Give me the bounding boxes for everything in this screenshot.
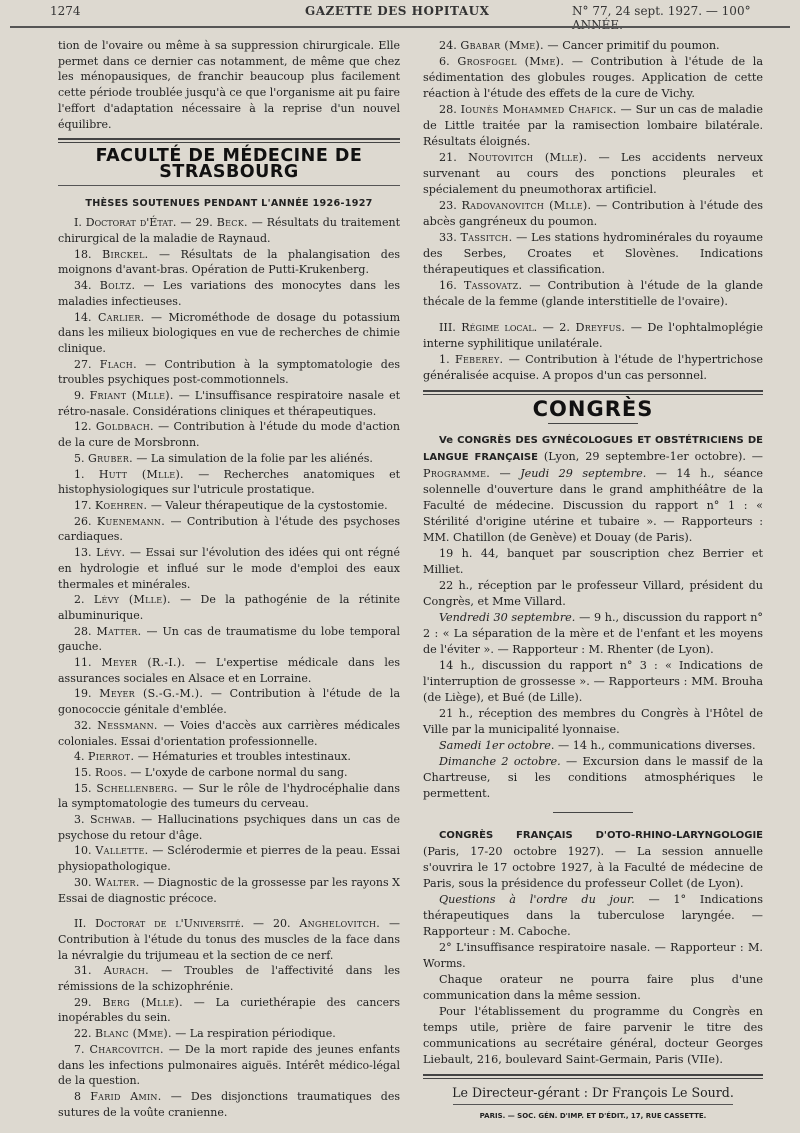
page-header — [0, 0, 800, 30]
thesis-entry: 2. Lévy (Mlle). — De la pathogénie de la rétinite albuminurique. — [58, 593, 400, 622]
author-name: Radovanovitch (Mlle). — [461, 199, 592, 212]
thesis-entry: 8 Farid Amin. — Des disjonctions traumatiques des sutures de la voûte cranienne. — [58, 1090, 400, 1119]
page-number: 1274 — [50, 4, 81, 18]
thesis-title: De la pathogénie de la rétinite albuminurique. — [58, 593, 400, 622]
regime-entry-2: 1. Feberey. — Contribution à l'étude de l'hypertrichose généralisée acquise. A propos d'un cas personnel. — [423, 353, 764, 382]
thesis-entry: 22. Blanc (Mme). — La respiration périodique. — [74, 1027, 336, 1041]
author-name: Lévy (Mlle). — [93, 593, 171, 607]
thesis-title: Contribution à l'étude de la glande thécale de la femme (glande interstitielle de l'ovaire). — [423, 279, 763, 308]
thesis-entry: 32. Nessmann. — Voies d'accès aux carrières médicales coloniales. Essai d'orientation professionnelle. — [58, 718, 400, 748]
thesis-title: La curiethérapie des cancers inopérables du sein. — [58, 995, 401, 1025]
thesis-title: Hématuries et troubles intestinaux. — [152, 750, 351, 764]
thesis-entry: 34. Boltz. — Les variations des monocytes dans les maladies infectieuses. — [58, 279, 400, 308]
thesis-title: Microméthode de dosage du potassium dans les milieux biologiques en vue de recherches de chimie clinique. — [58, 310, 401, 355]
thesis-entry: 24. Gbabar (Mme). — Cancer primitif du poumon. — [439, 39, 720, 52]
left-column — [58, 38, 400, 1120]
right-column — [423, 38, 763, 1124]
thesis-entry: 21. Noutovitch (Mlle). — Les accidents nerveux survenant au cours des ponctions pleurales et spécialement du pneumothorax artificiel. — [423, 151, 763, 196]
section-rule — [423, 390, 763, 395]
thesis-entry: 12. Goldbach. — Contribution à l'étude du mode d'action de la cure de Morsbronn. — [58, 420, 401, 450]
thesis-title: Les stations hydrominérales du royaume des Serbes, Croates et Slovènes. Indications thérapeutiques et classification. — [423, 231, 763, 276]
thesis-title: Troubles de l'affectivité dans les rémissions de la schizophrénie. — [58, 964, 401, 994]
doctorat-etat-label: I. Doctorat d'État. — [74, 216, 177, 230]
thesis-title: Contribution à l'étude des psychoses cardiaques. — [58, 514, 401, 544]
thesis-title: Les accidents nerveux survenant au cours des ponctions pleurales et spécialement du pneumothorax artificiel. — [423, 151, 763, 196]
thesis-entry: 28. Iounès Mohammed Chafick. — Sur un cas de maladie de Little traitée par la ramisection lombaire bilatérale. Résultats éloignés. — [423, 103, 764, 148]
author-name: Goldbach. — [95, 420, 154, 434]
thesis-entry: 29. Berg (Mlle). — La curiethérapie des cancers inopérables du sein. — [58, 995, 401, 1025]
thesis-title: Contribution à la symptomatologie des troubles psychiques post-commotionnels. — [58, 357, 401, 387]
congres2-paragraph: CONGRÈS FRANÇAIS D'OTO-RHINO-LARYNGOLOGIE (Paris, 17-20 octobre 1927). — La session annuelle s'ouvrira le 17 octobre 1927, à la Faculté de médecine de Paris, sous la présidence du professeur Collet (de Lyon). — [423, 830, 763, 890]
chaque-paragraph: Chaque orateur ne pourra faire plus d'une communication dans la même session. — [423, 973, 763, 1002]
header-rule — [10, 26, 790, 28]
author-name: Meyer (R.-I.). — [101, 656, 186, 670]
thesis-entry: 11. Meyer (R.-I.). — L'expertise médicale dans les assurances sociales en Alsace et en Lorraine. — [58, 656, 400, 685]
author-name: Grosfogel (Mme). — [457, 55, 565, 68]
short-rule — [553, 812, 633, 813]
author-name: Nessmann. — [97, 718, 158, 732]
author-name: Matter. — [96, 624, 142, 638]
author-name: Schellenberg. — [96, 781, 178, 795]
thesis-title: La respiration périodique. — [189, 1027, 336, 1041]
thesis-entry: 17. Koehren. — Valeur thérapeutique de la cystostomie. — [74, 498, 388, 512]
doctorat-univ-entry: II. Doctorat de l'Université. — 20. Anghelovitch. — Contribution à l'étude du tonus des muscles de la face dans la névralgie du trijumeau et la section de ce nerf. — [58, 917, 401, 962]
theses-list-a — [58, 247, 400, 907]
congres-title: CONGRÈS — [532, 397, 654, 421]
dimanche-paragraph: Dimanche 2 octobre. — Excursion dans le massif de la Chartreuse, si les conditions atmosphériques le permettent. — [423, 755, 763, 800]
thesis-title: Recherches anatomiques et histophysiologiques sur l'utricule prostatique. — [58, 467, 401, 497]
thesis-entry: 1. Hutt (Mlle). — Recherches anatomiques et histophysiologiques sur l'utricule prostatique. — [58, 467, 401, 497]
author-name: Koehren. — [95, 498, 148, 512]
faculty-title: FACULTÉ DE MÉDECINE DE STRASBOURG — [95, 146, 363, 182]
author-name: Birckel. — [102, 247, 149, 261]
thesis-entry: 15. Roos. — L'oxyde de carbone normal du sang. — [74, 765, 348, 779]
thesis-entry: 19. Meyer (S.-G.-M.). — Contribution à l'étude de la gonococcie génitale d'emblée. — [58, 687, 401, 717]
banquet-paragraph: 19 h. 44, banquet par souscription chez Berrier et Milliet. — [423, 547, 763, 576]
short-rule — [548, 423, 638, 424]
thesis-title: Des disjonctions traumatiques des sutures de la voûte cranienne. — [58, 1090, 400, 1119]
vendredi-paragraph: Vendredi 30 septembre. — 9 h., discussion du rapport n° 2 : « La séparation de la mère et de l'enfant et les moyens de l'éviter ». — Rapporteur : M. Rhenter (de Lyon). — [423, 611, 763, 656]
issue-info: N° 77, 24 sept. 1927. — 100° ANNÉE. — [572, 4, 751, 32]
author-name: Noutovitch (Mlle). — [468, 151, 588, 164]
thesis-entry: 4. Pierrot. — Hématuries et troubles intestinaux. — [74, 750, 351, 764]
thesis-entry: 14. Carlier. — Microméthode de dosage du potassium dans les milieux biologiques en vue de recherches de chimie clinique. — [58, 310, 401, 355]
theses-list-c — [423, 38, 763, 310]
footer — [423, 1085, 763, 1124]
thesis-entry: 18. Birckel. — Résultats de la phalangisation des moignons d'avant-bras. Opération de Putti-Krukenberg. — [58, 247, 400, 277]
thesis-title: Diagnostic de la grossesse par les rayons X Essai de diagnostic précoce. — [58, 875, 401, 905]
thesis-entry: 6. Grosfogel (Mme). — Contribution à l'étude de la sédimentation des globules rouges. Application de cette réaction à l'étude des effets de la cure de Vichy. — [423, 55, 763, 100]
thesis-entry: 10. Vallette. — Sclérodermie et pierres de la peau. Essai physiopathologique. — [58, 844, 401, 874]
thesis-title: Sur le rôle de l'hydrocéphalie dans la symptomatologie des tumeurs du cerveau. — [58, 781, 401, 811]
author-name: Gruber. — [88, 451, 133, 465]
hotel-ville-paragraph: 21 h., réception des membres du Congrès à l'Hôtel de Ville par la municipalité lyonnaise. — [423, 707, 763, 736]
thesis-entry: 3. Schwab. — Hallucinations psychiques dans un cas de psychose du retour d'âge. — [58, 813, 401, 842]
thesis-entry: 28. Matter. — Un cas de traumatisme du lobe temporal gauche. — [58, 624, 401, 654]
footer-rule — [423, 1074, 763, 1079]
imprimerie: PARIS. — SOC. GÉN. D'IMP. ET D'ÉDIT., 17, RUE CASSETTE. — [479, 1112, 707, 1120]
thesis-entry: 27. Flach. — Contribution à la symptomatologie des troubles psychiques post-commotionnels. — [58, 357, 401, 387]
author-name: Carlier. — [98, 310, 145, 324]
thesis-title: Hallucinations psychiques dans un cas de psychose du retour d'âge. — [58, 813, 401, 842]
thesis-entry: 13. Lévy. — Essai sur l'évolution des idées qui ont régné en hydrologie et influé sur le mode d'emploi des eaux thermales et minérales. — [58, 546, 400, 591]
congres1-title: Ve CONGRÈS DES GYNÉCOLOGUES ET OBSTÉTRICIENS DE LANGUE FRANÇAISE — [423, 435, 763, 463]
author-name: Hutt (Mlle). — [98, 467, 184, 481]
author-name: Blanc (Mme). — [95, 1027, 172, 1041]
author-name: Meyer (S.-G.-M.). — [99, 687, 204, 701]
thesis-title: La simulation de la folie par les aliénés. — [150, 451, 373, 465]
author-name: Flach. — [99, 357, 137, 371]
author-name: Kuenemann. — [96, 514, 166, 528]
divider — [58, 185, 400, 186]
questions-paragraph: Questions à l'ordre du jour. — 1° Indications thérapeutiques dans la tuberculose laryngée. — Rapporteur : M. Caboche. — [423, 893, 763, 938]
pour-paragraph: Pour l'établissement du programme du Congrès en temps utile, prière de faire parvenir le titre des communications au secrétaire général, docteur Georges Liebault, 216, boulevard Saint-Germain, Paris (VIIe). — [423, 1005, 763, 1066]
thesis-entry: 9. Friant (Mlle). — L'insuffisance respiratoire nasale et rétro-nasale. Considérations cliniques et thérapeutiques. — [58, 389, 401, 418]
thesis-title: Un cas de traumatisme du lobe temporal gauche. — [58, 624, 401, 654]
question2-paragraph: 2° L'insuffisance respiratoire nasale. — Rapporteur : M. Worms. — [423, 941, 763, 970]
thesis-title: L'oxyde de carbone normal du sang. — [144, 765, 348, 779]
thesis-title: Les variations des monocytes dans les maladies infectieuses. — [58, 279, 400, 308]
thesis-title: De la mort rapide des jeunes enfants dans les infections pulmonaires aiguës. Intérêt médico-légal de la question. — [58, 1042, 400, 1088]
thesis-title: Valeur thérapeutique de la cystostomie. — [165, 498, 388, 512]
theses-title: THÈSES SOUTENUES PENDANT L'ANNÉE 1926-1927 — [85, 197, 373, 209]
author-name: Roos. — [95, 765, 127, 779]
author-name: Charcovitch. — [89, 1042, 164, 1056]
thesis-entry: 7. Charcovitch. — De la mort rapide des jeunes enfants dans les infections pulmonaires aiguës. Intérêt médico-légal de la question. — [58, 1042, 400, 1088]
journal-title: GAZETTE DES HOPITAUX — [305, 4, 490, 18]
author-name: Vallette. — [95, 844, 149, 858]
thesis-title: Contribution à l'étude de la sédimentation des globules rouges. Application de cette réaction à l'étude des effets de la cure de Vichy. — [423, 55, 763, 100]
thesis-title: Voies d'accès aux carrières médicales coloniales. Essai d'orientation professionnelle. — [58, 718, 400, 748]
thesis-entry: 15. Schellenberg. — Sur le rôle de l'hydrocéphalie dans la symptomatologie des tumeurs du cerveau. — [58, 781, 401, 811]
thesis-title: Cancer primitif du poumon. — [562, 39, 720, 52]
author-name: Friant (Mlle). — [89, 389, 174, 403]
thesis-title: Contribution à l'étude des abcès gangréneux du poumon. — [423, 199, 763, 228]
congres2-title: CONGRÈS FRANÇAIS D'OTO-RHINO-LARYNGOLOGIE — [439, 830, 763, 841]
thesis-entry: 5. Gruber. — La simulation de la folie par les aliénés. — [74, 451, 373, 465]
thesis-title: Résultats de la phalangisation des moignons d'avant-bras. Opération de Putti-Krukenberg. — [58, 247, 400, 277]
author-name: Walter. — [95, 875, 140, 889]
author-name: Schwab. — [89, 813, 136, 827]
author-name: Tassitch. — [460, 231, 513, 244]
intro-paragraph: tion de l'ovaire ou même à sa suppression chirurgicale. Elle permet dans ce dernier cas notamment, de même que chez les ménopausiques, de franchir beaucoup plus facilement cette période troublée jusqu'à ce que l'organisme ait pu faire l'effort d'adaptation nécessaire à la reprise d'un nouvel équilibre. — [58, 39, 400, 131]
thesis-entry: 33. Tassitch. — Les stations hydrominérales du royaume des Serbes, Croates et Slovènes. Indications thérapeutiques et classification. — [423, 231, 763, 276]
thesis-entry: 31. Aurach. — Troubles de l'affectivité dans les rémissions de la schizophrénie. — [58, 964, 401, 994]
thesis-title: Sur un cas de maladie de Little traitée par la ramisection lombaire bilatérale. Résultats éloignés. — [423, 103, 764, 148]
author-name: Berg (Mlle). — [102, 995, 183, 1009]
thesis-entry: 26. Kuenemann. — Contribution à l'étude des psychoses cardiaques. — [58, 514, 401, 544]
thesis-title: L'insuffisance respiratoire nasale et rétro-nasale. Considérations cliniques et thérapeutiques. — [58, 389, 401, 418]
author-name: Tassovatz. — [463, 279, 523, 292]
thesis-entry: 30. Walter. — Diagnostic de la grossesse par les rayons X Essai de diagnostic précoce. — [58, 875, 401, 905]
thesis-title: Contribution à l'étude du mode d'action de la cure de Morsbronn. — [58, 420, 401, 450]
thesis-title: L'expertise médicale dans les assurances sociales en Alsace et en Lorraine. — [58, 656, 400, 685]
author-name: Aurach. — [103, 964, 149, 978]
author-name: Gbabar (Mme). — [460, 39, 544, 52]
author-name: Pierrot. — [88, 750, 135, 764]
regime-label: III. Régime local. — [439, 321, 538, 334]
author-name: Iounès Mohammed Chafick. — [460, 103, 617, 116]
thesis-entry: 16. Tassovatz. — Contribution à l'étude de la glande thécale de la femme (glande interstitielle de l'ovaire). — [423, 279, 763, 308]
rapport3-paragraph: 14 h., discussion du rapport n° 3 : « Indications de l'interruption de grossesse ». — Rapporteurs : MM. Brouha (de Liège), et Bué (de Lille). — [423, 659, 763, 704]
samedi-paragraph: Samedi 1er octobre. — 14 h., communications diverses. — [439, 739, 756, 752]
doctorat-univ-label: II. Doctorat de l'Université. — [74, 917, 245, 931]
directeur-gerant: Le Directeur-gérant : Dr François Le Sourd. — [452, 1085, 734, 1100]
theses-list-b — [58, 963, 400, 1120]
reception-paragraph: 22 h., réception par le professeur Villard, président du Congrès, et Mme Villard. — [423, 579, 763, 608]
thesis-title: Contribution à l'étude de la gonococcie génitale d'emblée. — [58, 687, 401, 717]
thesis-title: Sclérodermie et pierres de la peau. Essai physiopathologique. — [58, 844, 401, 874]
congres1-paragraph: Ve CONGRÈS DES GYNÉCOLOGUES ET OBSTÉTRICIENS DE LANGUE FRANÇAISE (Lyon, 29 septembre-1er octobre). — Programme. — Jeudi 29 septembre. — 14 h., séance solennelle d'ouverture dans le grand amphithéâtre de la Faculté de médecine. Discussion du rapport n° 1 : « Stérilité d'origine utérine et tubaire ». — Rapporteurs : MM. Chatillon (de Genève) et Douay (de Paris). — [423, 435, 763, 544]
thesis-title: Essai sur l'évolution des idées qui ont régné en hydrologie et influé sur le mode d'emploi des eaux thermales et minérales. — [58, 546, 400, 591]
author-name: Farid Amin. — [90, 1090, 162, 1103]
author-name: Boltz. — [99, 279, 136, 293]
author-name: Lévy. — [96, 546, 126, 560]
doctorat-etat-entry: I. Doctorat d'État. — 29. Beck. — Résultats du traitement chirurgical de la maladie de Raynaud. — [58, 216, 400, 246]
thesis-entry: 23. Radovanovitch (Mlle). — Contribution à l'étude des abcès gangréneux du poumon. — [423, 199, 763, 228]
regime-entry: III. Régime local. — 2. Dreyfus. — De l'ophtalmoplégie interne syphilitique unilatérale. — [423, 321, 763, 350]
section-rule — [58, 138, 400, 143]
